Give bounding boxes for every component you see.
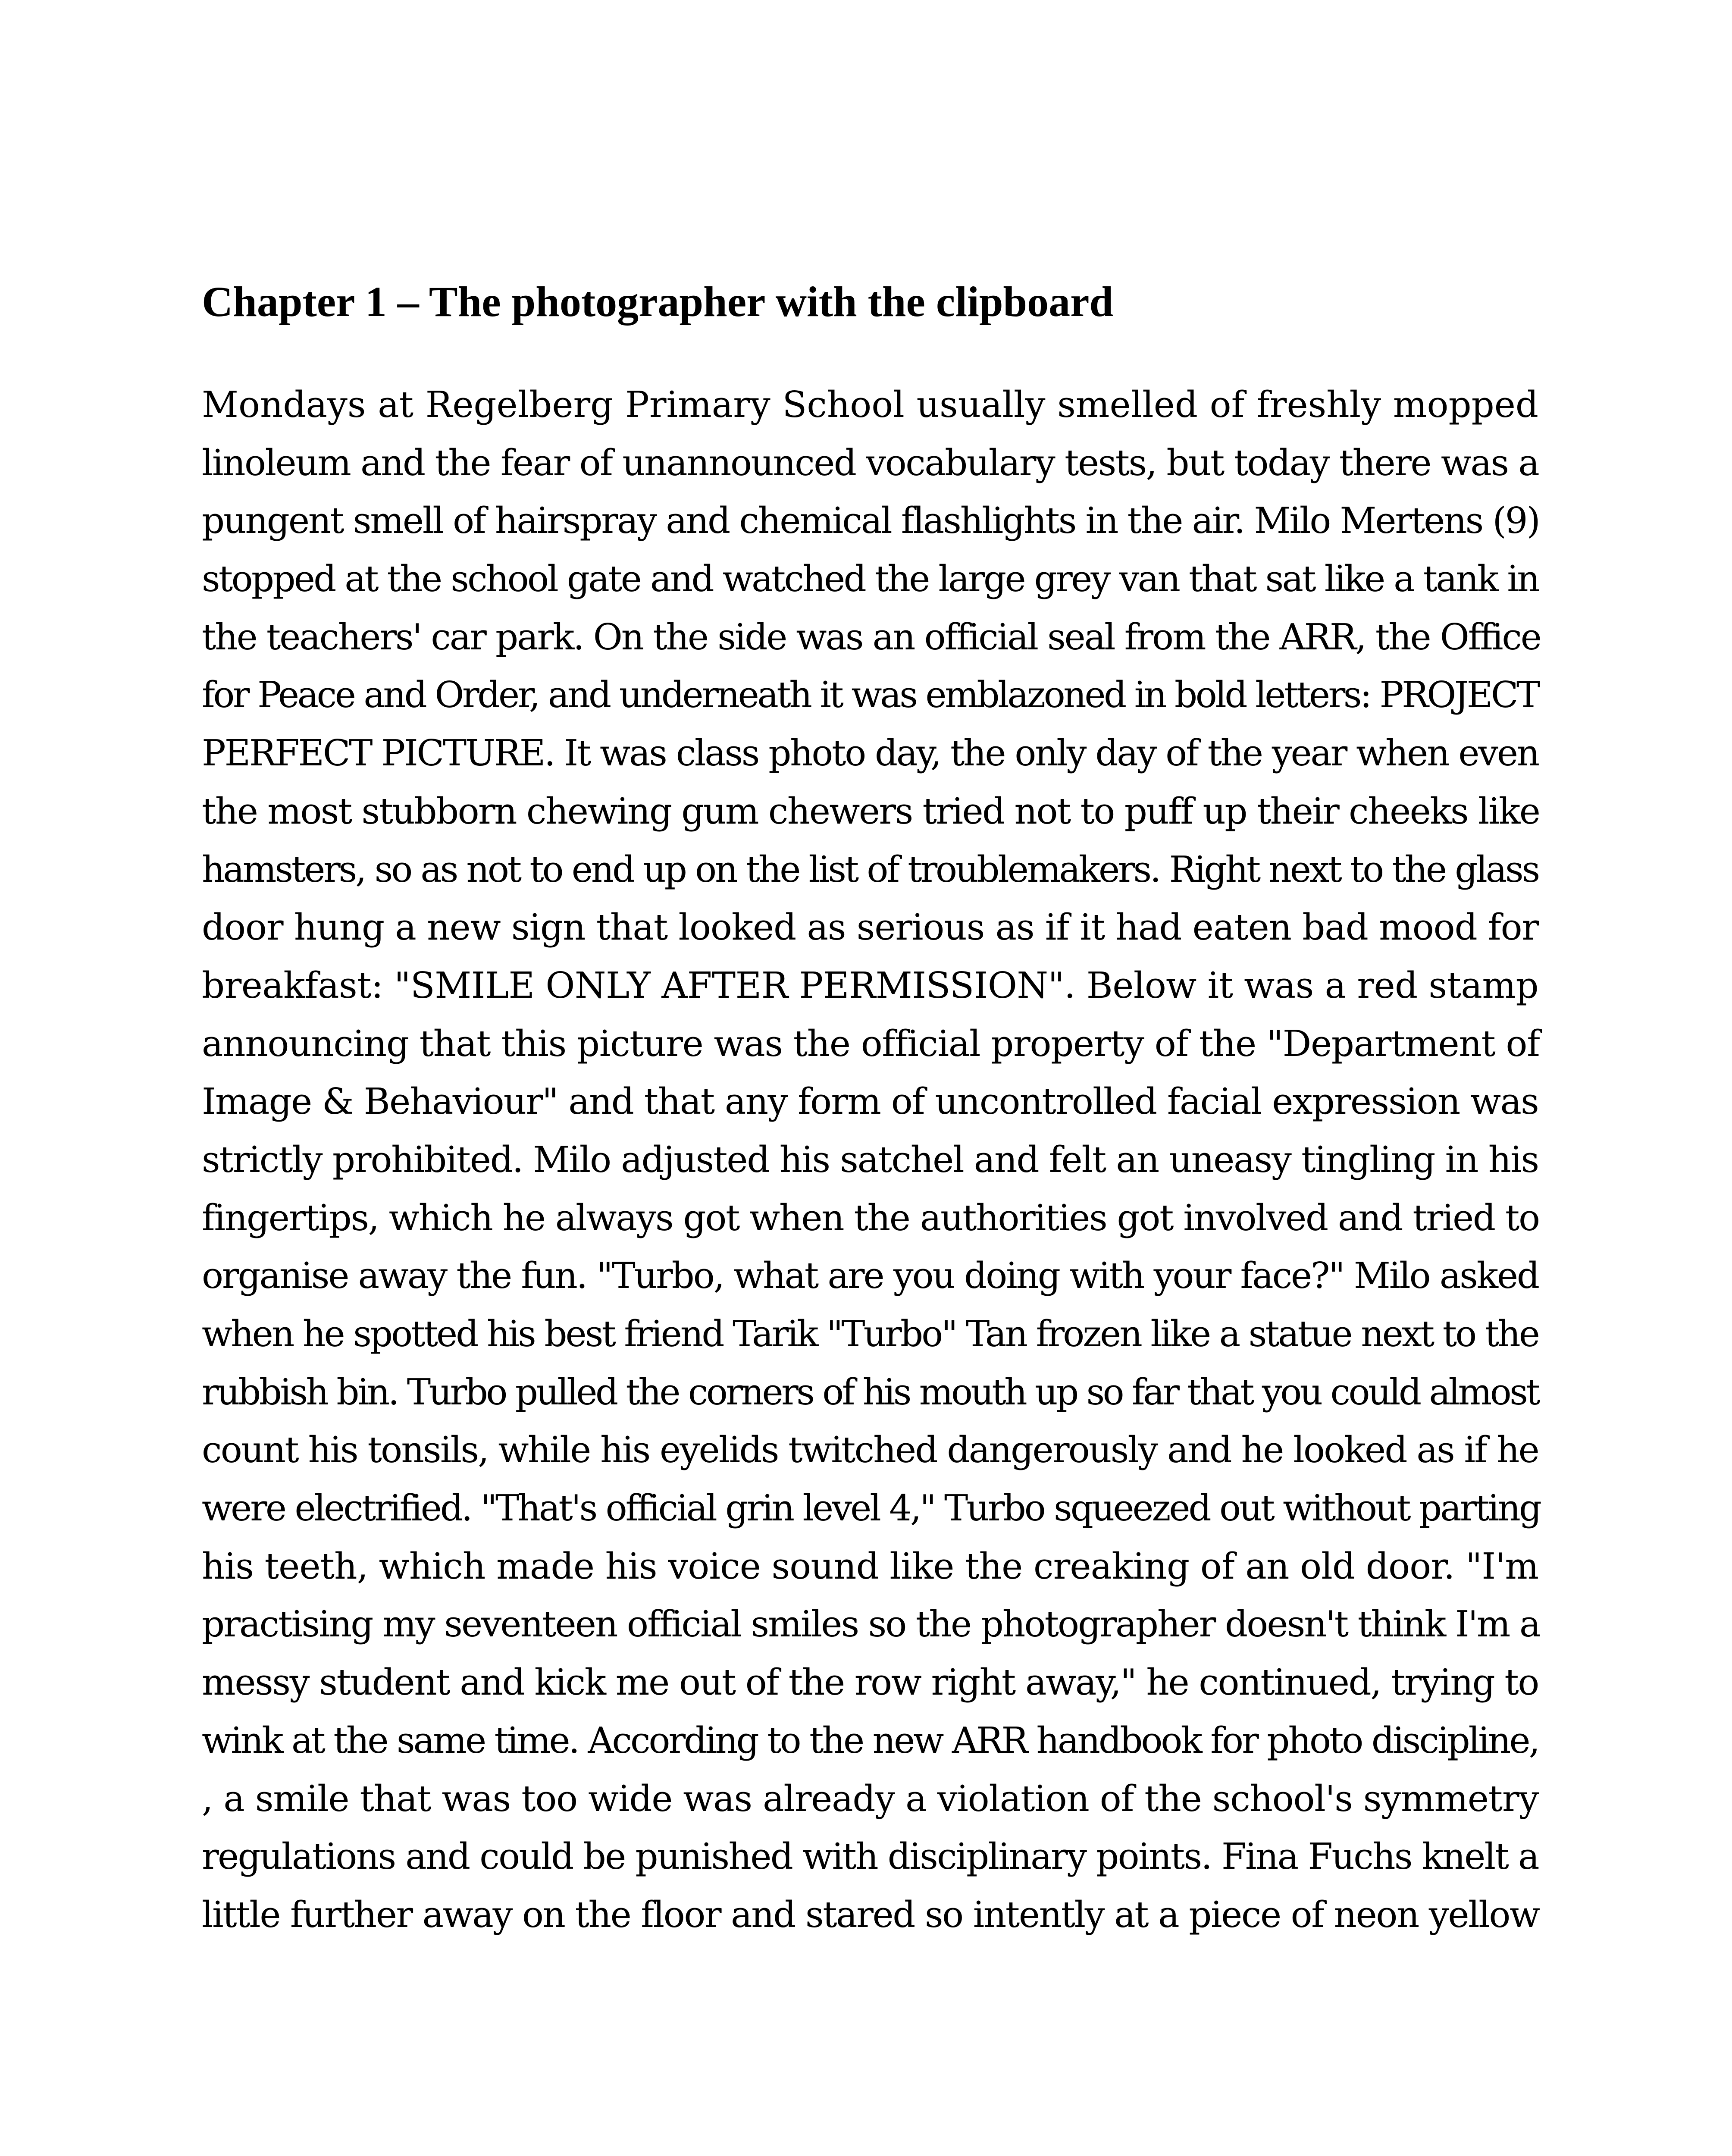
text-line: fingertips, which he always got when the authorities got involved and tried to: [202, 1197, 1539, 1239]
text-line: little further away on the floor and stared so intently at a piece of neon yellow: [202, 1893, 1539, 1936]
text-line: Image & Behaviour" and that any form of uncontrolled facial expression was: [202, 1081, 1538, 1123]
text-line: messy student and kick me out of the row right away," he continued, trying to: [202, 1661, 1539, 1704]
text-line: were electrified. "That's official grin level 4," Turbo squeezed out without parting: [202, 1487, 1540, 1529]
text-line: linoleum and the fear of unannounced vocabulary tests, but today there was a: [202, 442, 1539, 484]
text-line: rubbish bin. Turbo pulled the corners of his mouth up so far that you could almost: [202, 1371, 1539, 1413]
text-line: strictly prohibited. Milo adjusted his satchel and felt an uneasy tingling in his: [202, 1138, 1538, 1181]
text-line: announcing that this picture was the official property of the "Department of: [202, 1022, 1540, 1065]
text-line: stopped at the school gate and watched the large grey van that sat like a tank in: [202, 558, 1538, 600]
text-line: hamsters, so as not to end up on the list of troublemakers. Right next to the glass: [202, 848, 1539, 890]
chapter-title: Chapter 1 – The photographer with the clipboard: [202, 278, 1114, 326]
text-line: pungent smell of hairspray and chemical flashlights in the air. Milo Mertens (9): [202, 500, 1539, 542]
text-line: regulations and could be punished with disciplinary points. Fina Fuchs knelt a: [202, 1836, 1538, 1878]
text-line: practising my seventeen official smiles so the photographer doesn't think I'm a: [202, 1603, 1540, 1645]
text-line: the most stubborn chewing gum chewers tried not to puff up their cheeks like: [202, 790, 1540, 832]
text-line: count his tonsils, while his eyelids twitched dangerously and he looked as if he: [202, 1429, 1538, 1471]
text-line: door hung a new sign that looked as serious as if it had eaten bad mood for: [202, 906, 1539, 949]
text-line: organise away the fun. "Turbo, what are you doing with your face?" Milo asked: [202, 1255, 1538, 1297]
text-line: wink at the same time. According to the new ARR handbook for photo discipline,: [202, 1719, 1539, 1761]
text-line: for Peace and Order, and underneath it was emblazoned in bold letters: PROJECT: [202, 674, 1538, 716]
text-line: when he spotted his best friend Tarik "Turbo" Tan frozen like a statue next to the: [202, 1313, 1538, 1355]
text-line: the teachers' car park. On the side was an official seal from the ARR, the Office: [202, 616, 1541, 658]
text-line: breakfast: "SMILE ONLY AFTER PERMISSION". Below it was a red stamp: [202, 964, 1539, 1006]
text-line: , a smile that was too wide was already a violation of the school's symmetry: [202, 1777, 1539, 1820]
body-paragraph: [202, 376, 1541, 1944]
text-line: PERFECT PICTURE. It was class photo day, the only day of the year when even: [202, 732, 1538, 774]
text-line: his teeth, which made his voice sound like the creaking of an old door. "I'm: [202, 1545, 1539, 1587]
text-line: Mondays at Regelberg Primary School usually smelled of freshly mopped: [202, 384, 1538, 426]
